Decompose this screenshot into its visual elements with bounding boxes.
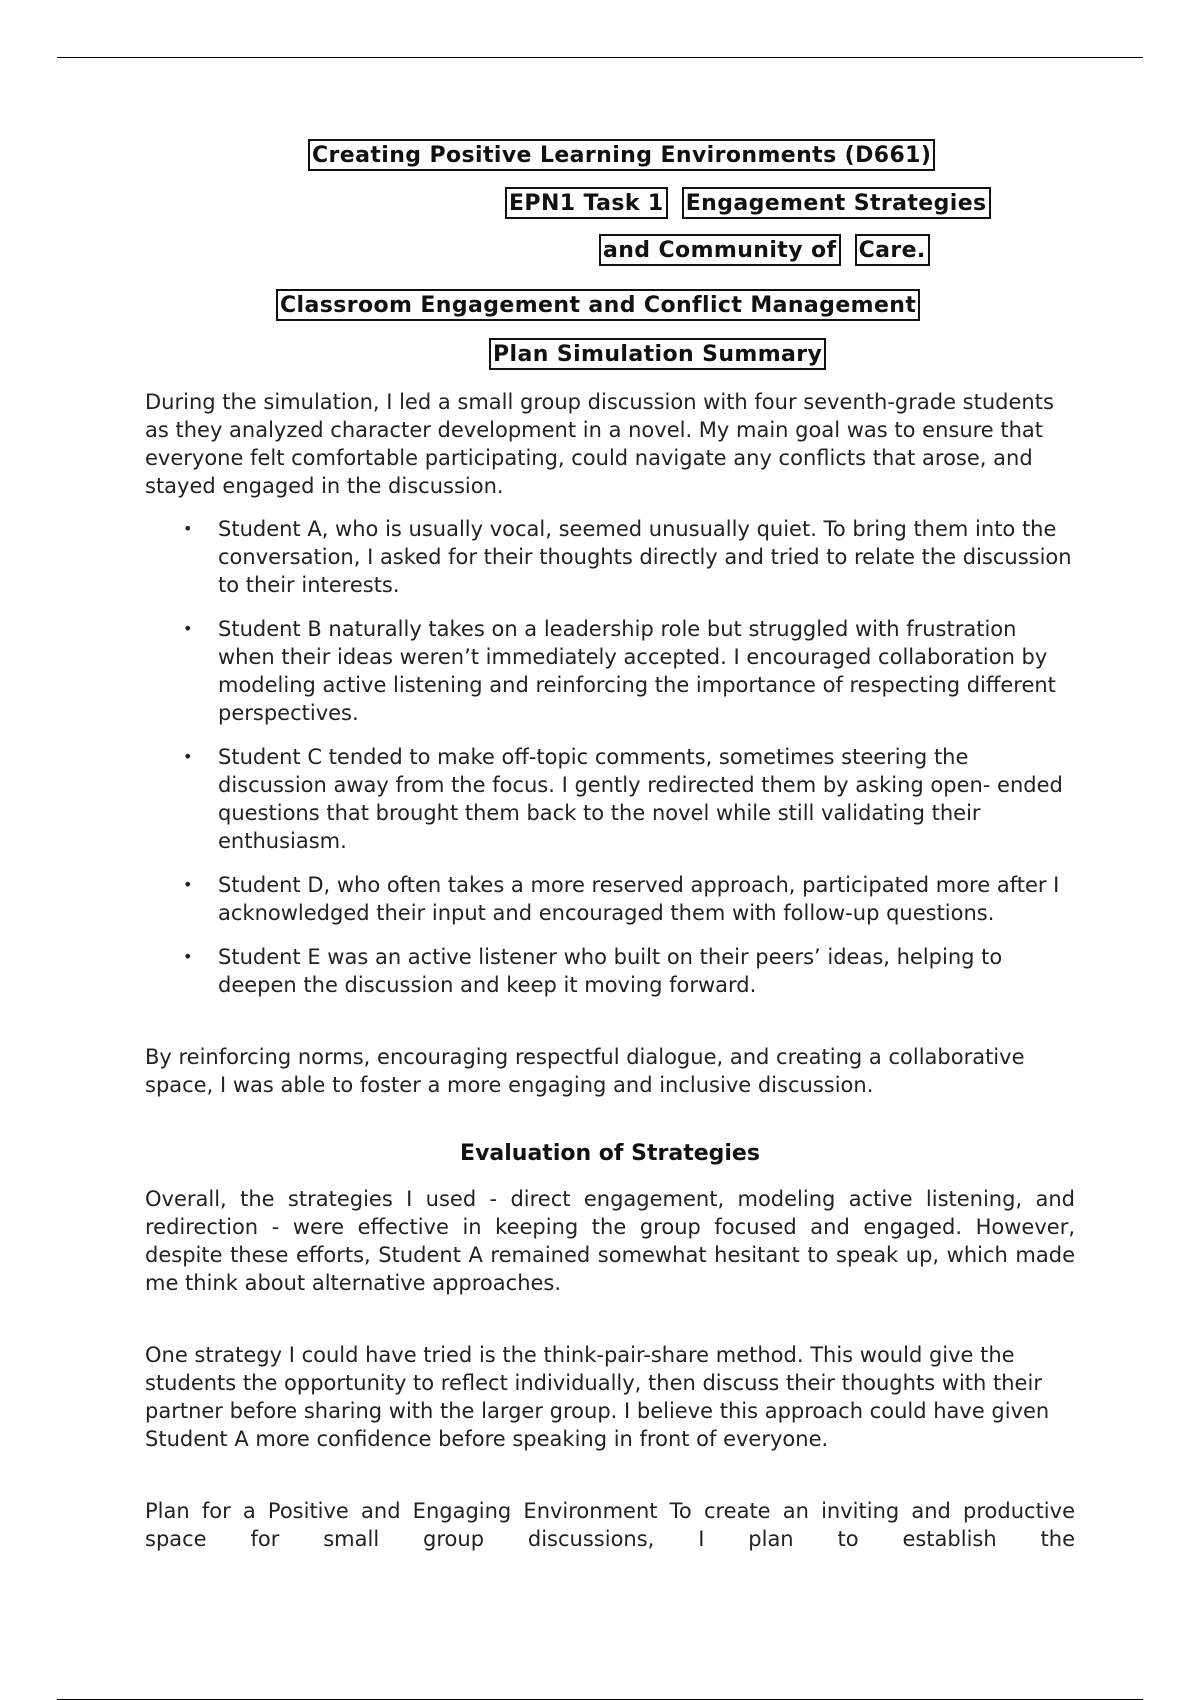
list-item [145, 743, 1075, 855]
title-course [308, 145, 935, 167]
evaluation-text-2: One strategy I could have tried is the think-pair-share method. This would give the students the opportunity to reflect individually, then discuss their thoughts with their partner before sharing with the larger group. I believe this approach could have given Student A more confidence before speaking in front of everyone. [145, 1343, 1050, 1451]
list-item-text: Student C tended to make off-topic comments, sometimes steering the discussion away from the focus. I gently redirected them by asking open- ended questions that brought them back to the novel while still validating their enthusiasm. [218, 745, 1063, 853]
list-item [145, 871, 1075, 927]
title-engagement-box: Classroom Engagement and Conflict Management [276, 289, 920, 321]
closing-text: By reinforcing norms, encouraging respectful dialogue, and creating a collaborative space, I was able to foster a more engaging and inclusive discussion. [145, 1045, 1025, 1097]
title-engagement [276, 295, 920, 317]
title-strategies-box: Engagement Strategies [682, 187, 991, 219]
bullet-icon: • [183, 519, 193, 538]
list-item-text: Student A, who is usually vocal, seemed unusually quiet. To bring them into the conversation, I asked for their thoughts directly and tried to relate the discussion to their interests. [218, 517, 1072, 597]
evaluation-heading: Evaluation of Strategies [460, 1141, 760, 1166]
closing-paragraph [145, 1043, 1075, 1099]
bullet-icon: • [183, 875, 193, 894]
title-task-box: EPN1 Task 1 [505, 187, 668, 219]
title-summary-box: Plan Simulation Summary [489, 338, 826, 370]
list-item-text: Student B naturally takes on a leadership role but struggled with frustration when their ideas weren’t immediately accepted. I encouraged collaboration by modeling active listening and reinforcing the importance of respecting different perspectives. [218, 617, 1056, 725]
plan-paragraph [145, 1497, 1075, 1553]
plan-text: Plan for a Positive and Engaging Environment To create an inviting and productive space for small group discussions, I plan to establish the [145, 1499, 1075, 1551]
list-item [145, 943, 1075, 999]
evaluation-text-1: Overall, the strategies I used - direct engagement, modeling active listening, and redirection - were effective in keeping the group focused and engaged. However, despite these efforts, Student A remained somewhat hesitant to speak up, which made me think about alternative approaches. [145, 1187, 1075, 1295]
list-item [145, 615, 1075, 727]
bullet-icon: • [183, 947, 193, 966]
list-item [145, 515, 1075, 599]
bullet-icon: • [183, 747, 193, 766]
title-summary [489, 344, 826, 366]
title-community [599, 240, 930, 262]
title-course-box: Creating Positive Learning Environments (D661) [308, 139, 935, 171]
intro-paragraph [145, 388, 1075, 500]
title-task [505, 193, 991, 215]
student-bullet-list [145, 515, 1075, 999]
intro-text: During the simulation, I led a small group discussion with four seventh-grade students as they analyzed character development in a novel. My main goal was to ensure that everyone felt comfortable participating, could navigate any conflicts that arose, and stayed engaged in the discussion. [145, 390, 1054, 498]
title-community-box: and Community of [599, 234, 841, 266]
list-item-text: Student E was an active listener who built on their peers’ ideas, helping to deepen the discussion and keep it moving forward. [218, 945, 1003, 997]
list-item-text: Student D, who often takes a more reserved approach, participated more after I acknowledged their input and encouraged them with follow-up questions. [218, 873, 1060, 925]
title-care-box: Care. [855, 234, 930, 266]
evaluation-paragraph-1 [145, 1185, 1075, 1297]
header-rule [57, 57, 1143, 58]
evaluation-paragraph-2 [145, 1341, 1075, 1453]
bullet-icon: • [183, 619, 193, 638]
